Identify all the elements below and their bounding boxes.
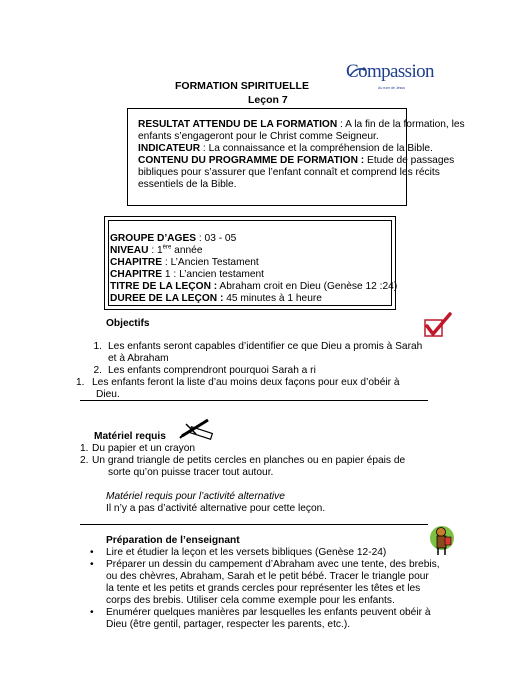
materials-list [80,443,428,479]
preparation-list [90,547,440,631]
lesson-number: Leçon 7 [248,94,288,106]
objective-text: Les enfants comprendront pourquoi Sarah a ri [108,365,316,376]
objectives-list [76,341,428,401]
material-item [80,443,428,455]
objective-text-cont: Dieu. [96,389,120,400]
chapter1-label: CHAPITRE [110,269,163,280]
objectives-heading: Objectifs [106,318,150,329]
chapter-line [110,257,390,269]
expected-result-box [127,108,465,206]
document-title: FORMATION SPIRITUELLE [175,80,309,92]
objective-text-cont: et à Abraham [108,353,169,364]
level-value-pre: : 1 [148,245,163,256]
lesson-title-line [110,281,398,293]
preparation-heading: Préparation de l’enseignant [106,535,240,546]
content-line-2: bibliques pour s’assurer que l’enfant connaît et comprend les récits [138,167,440,178]
preparation-text-cont: la tente et les petits et grands cercles pour représenter les têtes et les [106,583,421,594]
chapter1-line [110,269,390,281]
checkbox-check-icon [423,312,453,340]
objective-item [80,365,428,377]
material-num: 1. [80,443,89,454]
duration-value: 45 minutes à 1 heure [223,293,322,304]
objective-text: Les enfants seront capables d’identifier ce que Dieu a promis à Sarah [108,341,423,352]
result-label: RESULTAT ATTENDU DE LA FORMATION [138,119,338,130]
preparation-text: Préparer un dessin du campement d’Abraham avec une tente, des brebis, [106,559,440,570]
objective-item [80,341,428,353]
materials-heading: Matériel requis [94,431,166,442]
level-value-post: année [171,245,203,256]
preparation-text: Enumérer quelques manières par lesquelles les enfants peuvent obéir à [106,607,431,618]
material-text: Du papier et un crayon [92,443,196,454]
logo-tagline: Au nom de Jésus [378,86,406,90]
objective-num: 2. [93,365,102,376]
content-text-1: Etude de passages [364,155,455,166]
section-divider [80,400,428,401]
objective-num: 1. [93,341,102,352]
material-item [80,455,428,467]
age-group-value: : 03 - 05 [196,233,237,244]
lesson-title-label: TITRE DE LA LEÇON : [110,281,218,292]
material-num: 2. [80,455,89,466]
objective-item [76,377,428,389]
result-line-2: enfants s’engageront pour le Christ comme Seigneur. [138,131,379,142]
teacher-figure-icon [428,523,456,557]
chapter-label: CHAPITRE [110,257,163,268]
level-line [110,245,390,257]
content-line-1 [138,155,455,167]
duration-label: DUREE DE LA LEÇON : [110,293,224,304]
age-group-line [110,233,390,245]
age-group-label: GROUPE D’AGES [110,233,197,244]
indicator-line [138,143,433,155]
lesson-title-value: Abraham croit en Dieu (Genèse 12 :24) [217,281,398,292]
pencil-ruler-icon [178,416,214,442]
alt-materials-text: Il n’y a pas d’activité alternative pour cette leçon. [106,503,326,514]
preparation-item [90,559,440,571]
bullet-icon: • [90,559,94,570]
content-label: CONTENU DU PROGRAMME DE FORMATION : [138,155,365,166]
result-text-1: : A la fin de la formation, les [337,119,465,130]
objective-text: Les enfants feront la liste d’au moins deux façons pour eux d’obéir à [92,377,400,388]
preparation-item [90,547,430,559]
objective-num: 1. [76,377,85,388]
preparation-text-cont: Dieu (être gentil, partager, respecter les parents, etc.). [106,619,351,630]
duration-line [110,293,390,305]
content-line-3: essentiels de la Bible. [138,179,237,190]
chapter-value: : L’Ancien Testament [162,257,259,268]
lesson-info-text [110,233,398,305]
preparation-item [90,607,430,619]
preparation-text: Lire et étudier la leçon et les versets bibliques (Genèse 12-24) [106,547,387,558]
material-text: Un grand triangle de petits cercles en planches ou en papier épais de [92,455,406,466]
bullet-icon: • [90,607,94,618]
bullet-icon: • [90,547,94,558]
chapter1-value: 1 : L’ancien testament [162,269,265,280]
level-sup: ère [162,244,172,251]
indicator-label: INDICATEUR [138,143,201,154]
preparation-text-cont: corps des brebis. Utiliser cela comme exemple pour les enfants. [106,595,395,606]
preparation-text-cont: ou des chèvres, Abraham, Sarah et le petit bébé. Tracer le triangle pour [106,571,429,582]
indicator-text: : La connaissance et la compréhension de la Bible. [200,143,433,154]
material-text-cont: sorte qu’on puisse tracer tout autour. [108,467,274,478]
result-line-1 [138,119,465,131]
logo-text: Compassion [346,61,434,82]
alt-materials-heading: Matériel requis pour l’activité alternative [106,491,285,502]
section-divider [80,524,428,525]
compassion-logo [342,61,434,94]
level-label: NIVEAU [110,245,149,256]
